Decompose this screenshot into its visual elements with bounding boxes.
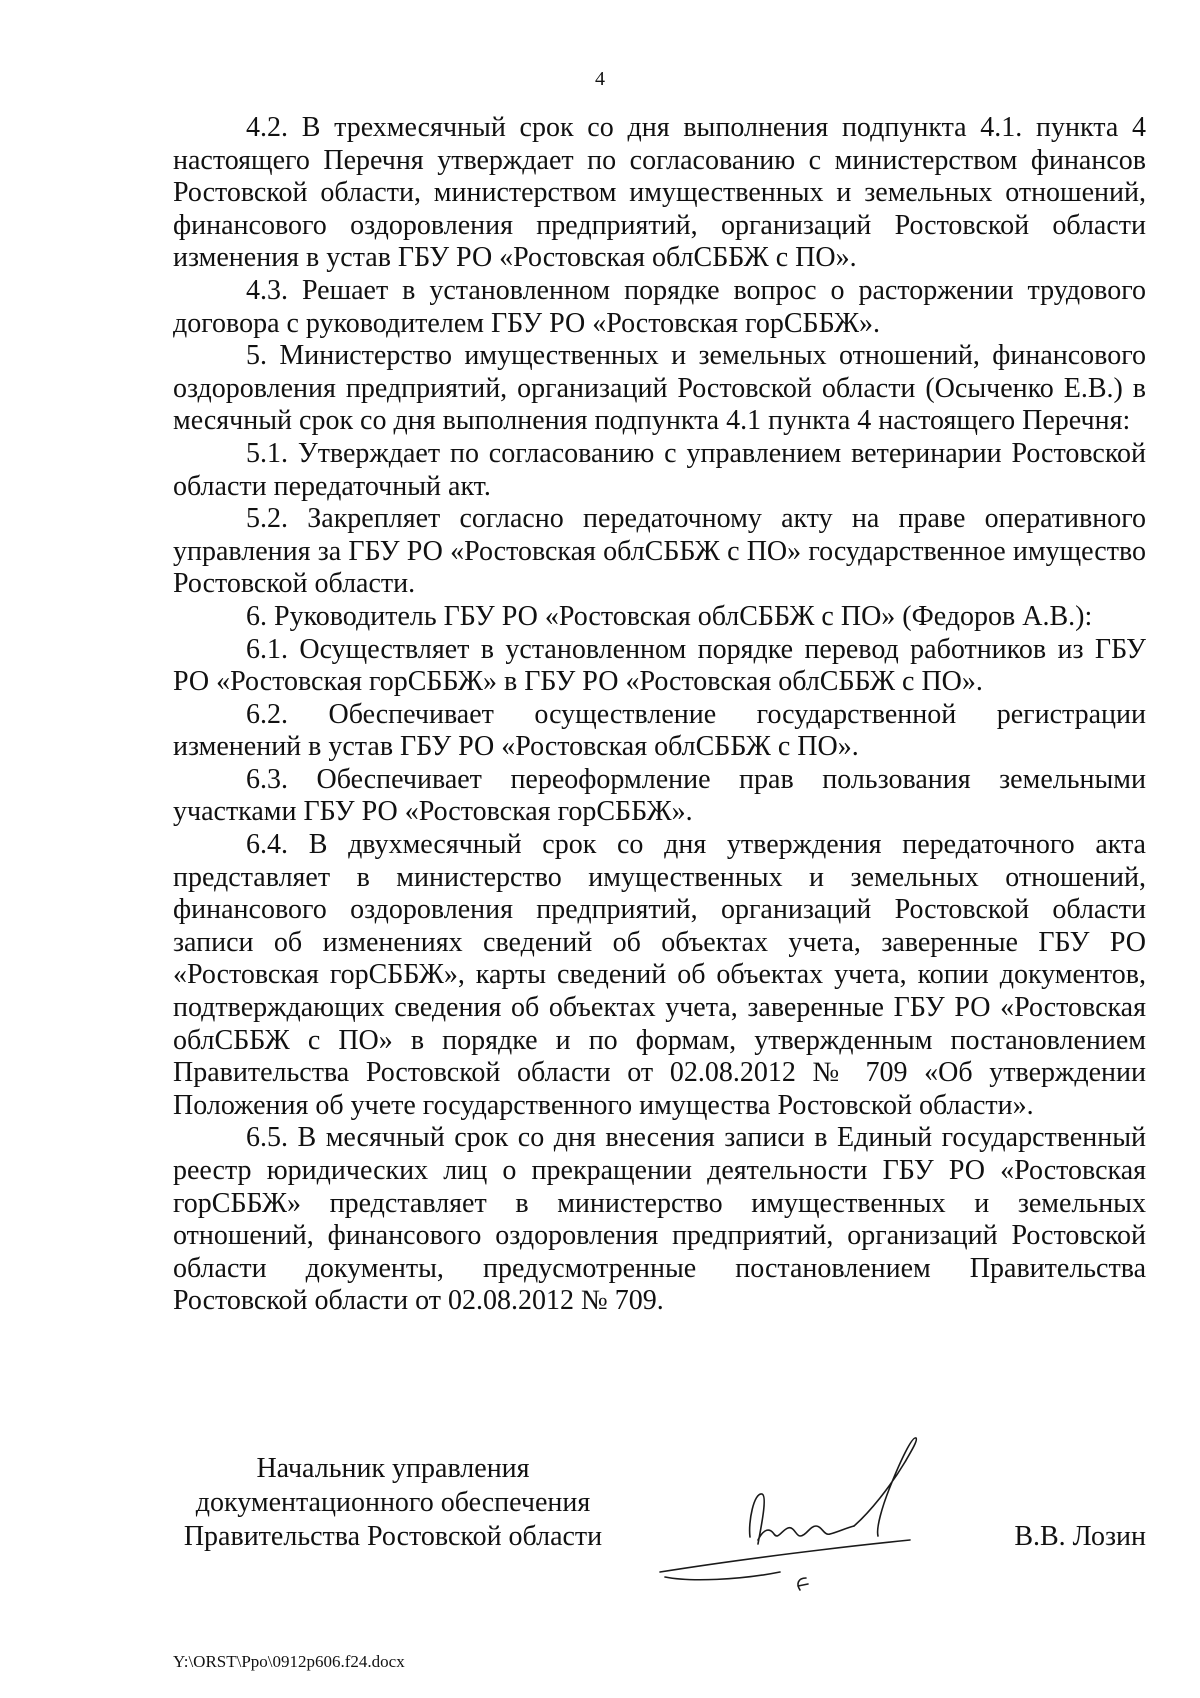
signatory-title — [173, 1452, 613, 1554]
paragraph-6-2: 6.2. Обеспечивает осуществление государственной регистрации изменений в устав ГБУ РО «Ростовская облСББЖ с ПО». — [173, 698, 1146, 763]
paragraph-6: 6. Руководитель ГБУ РО «Ростовская облСББЖ с ПО» (Федоров А.В.): — [246, 600, 1093, 632]
paragraph-5-2: 5.2. Закрепляет согласно передаточному акту на праве оперативного управления за ГБУ РО «Ростовская облСББЖ с ПО» государственное имущество Ростовской области. — [173, 503, 1146, 600]
signatory-title-line: Правительства Ростовской области — [183, 1521, 603, 1552]
signatory-title-line: Начальник управления — [256, 1453, 530, 1484]
signatory-title-line: документационного обеспечения — [195, 1487, 591, 1518]
handwritten-signature — [650, 1432, 980, 1592]
page-number: 4 — [595, 68, 605, 90]
paragraph-6-4: 6.4. В двухмесячный срок со дня утверждения передаточного акта представляет в министерство имущественных и земельных отношений, финансового оздоровления предприятий, организаций Ростовской области записи об изменениях сведений об объектах учета, заверенные ГБУ РО «Ростовская горСББЖ», карты сведений об объектах учета, копии документов, подтверждающих сведения об объектах учета, заверенные ГБУ РО «Ростовская облСББЖ с ПО» в порядке и по формам, утвержденным постановлением Правительства Ростовской области от 02.08.2012 № 709 «Об утверждении Положения об учете государственного имущества Ростовской области». — [173, 829, 1146, 1121]
file-path: Y:\ORST\Ppo\0912p606.f24.docx — [173, 1652, 405, 1671]
document-body — [173, 112, 1146, 1318]
paragraph-5: 5. Министерство имущественных и земельных отношений, финансового оздоровления предприятий, организаций Ростовской области (Осыченко Е.В.) в месячный срок со дня выполнения подпункта 4.1 пункта 4 настоящего Перечня: — [173, 340, 1146, 437]
paragraph-4-3: 4.3. Решает в установленном порядке вопрос о расторжении трудового договора с руководителем ГБУ РО «Ростовская горСББЖ». — [173, 274, 1146, 339]
paragraph-6-1: 6.1. Осуществляет в установленном порядке перевод работников из ГБУ РО «Ростовская горСББЖ» в ГБУ РО «Ростовская облСББЖ с ПО». — [173, 633, 1146, 698]
paragraph-4-2: 4.2. В трехмесячный срок со дня выполнения подпункта 4.1. пункта 4 настоящего Перечня утверждает по согласованию с министерством финансов Ростовской области, министерством имущественных и земельных отношений, финансового оздоровления предприятий, организаций Ростовской области изменения в устав ГБУ РО «Ростовская облСББЖ с ПО». — [173, 112, 1146, 274]
paragraph-5-1: 5.1. Утверждает по согласованию с управлением ветеринарии Ростовской области передаточный акт. — [173, 437, 1146, 502]
paragraph-6-3: 6.3. Обеспечивает переоформление прав пользования земельными участками ГБУ РО «Ростовская горСББЖ». — [173, 763, 1146, 828]
signer-name: В.В. Лозин — [1014, 1521, 1146, 1552]
paragraph-6-5: 6.5. В месячный срок со дня внесения записи в Единый государственный реестр юридических лиц о прекращении деятельности ГБУ РО «Ростовская горСББЖ» представляет в министерство имущественных и земельных отношений, финансового оздоровления предприятий, организаций Ростовской области документы, предусмотренные постановлением Правительства Ростовской области от 02.08.2012 № 709. — [173, 1122, 1146, 1317]
